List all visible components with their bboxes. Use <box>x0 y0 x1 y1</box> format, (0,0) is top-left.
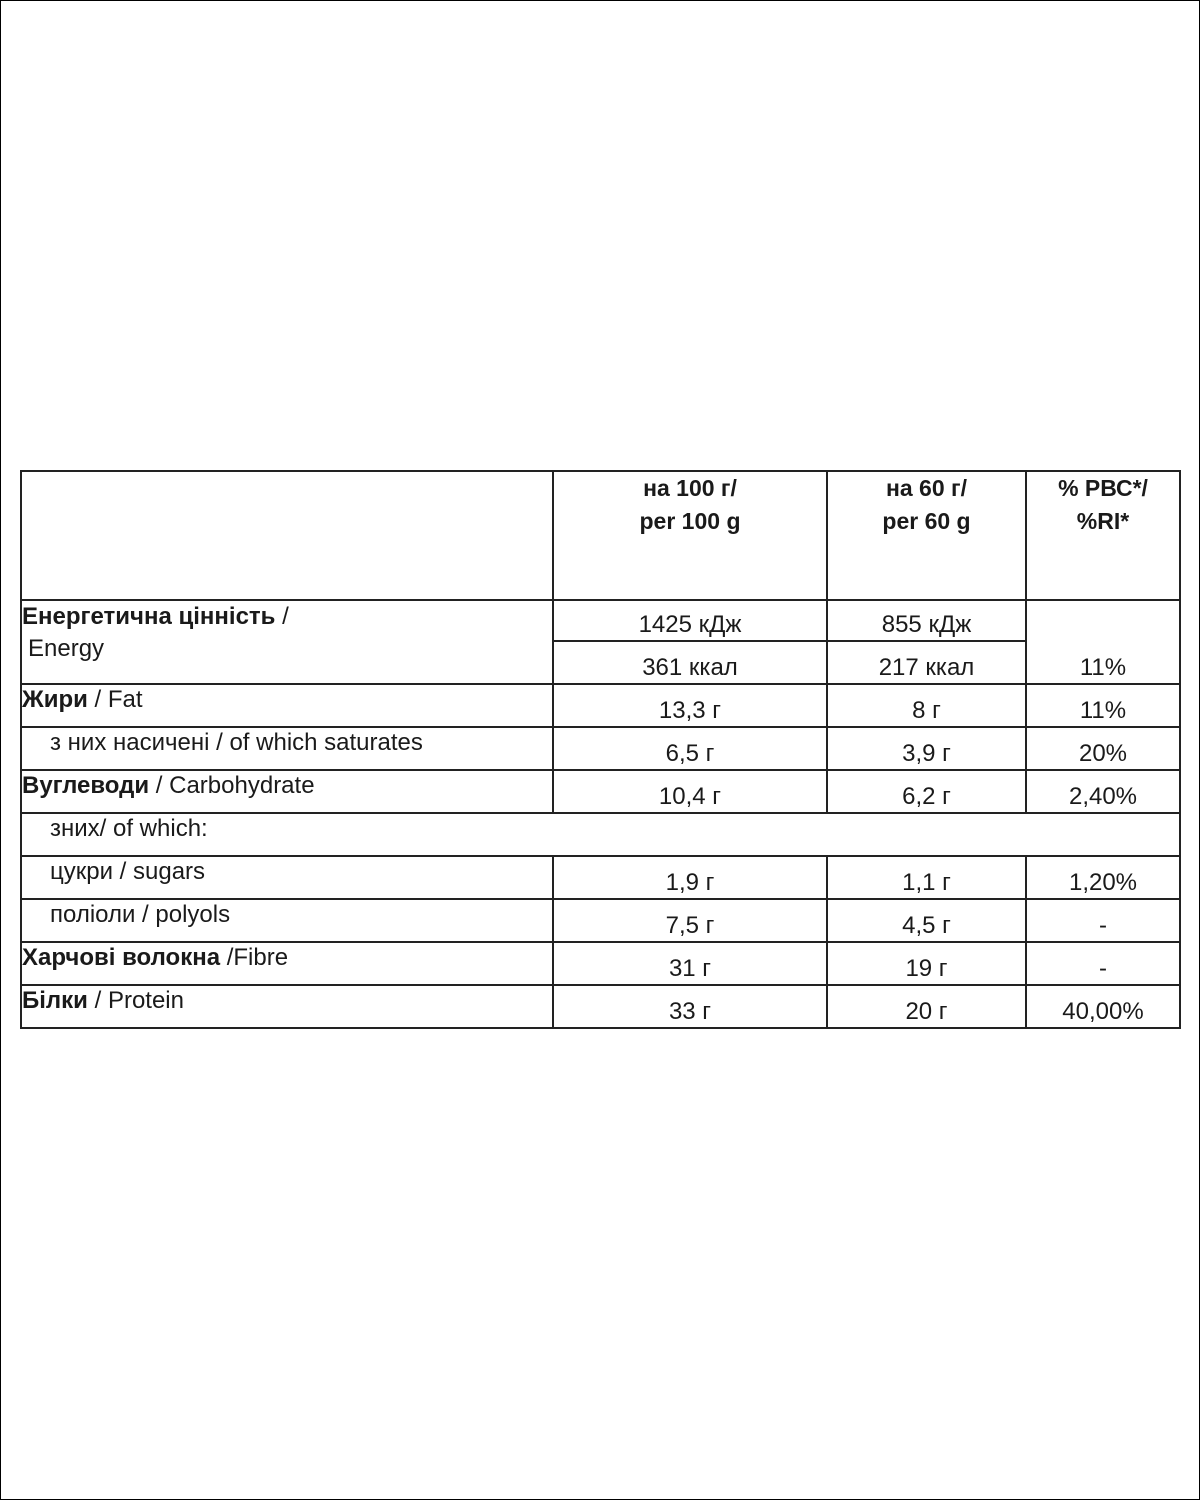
energy-kj-per-60: 855 кДж <box>827 600 1026 641</box>
header-per-100-en: per 100 g <box>639 508 741 534</box>
fibre-label <box>21 942 553 985</box>
fat-row <box>21 684 1180 727</box>
fibre-per-60: 19 г <box>827 942 1026 985</box>
saturates-per-100: 6,5 г <box>553 727 827 770</box>
polyols-per-100: 7,5 г <box>553 899 827 942</box>
header-ri <box>1026 471 1180 600</box>
energy-label-ua: Енергетична цінність <box>22 603 276 630</box>
carbohydrate-label-en: / Carbohydrate <box>149 772 315 799</box>
energy-label-sep: / <box>275 603 289 630</box>
header-per-60-ua: на 60 г/ <box>885 475 968 501</box>
energy-label-en: Energy <box>28 635 105 662</box>
of-which-row <box>21 813 1180 856</box>
protein-ri: 40,00% <box>1026 985 1180 1028</box>
sugars-row <box>21 856 1180 899</box>
carbohydrate-per-60: 6,2 г <box>827 770 1026 813</box>
polyols-per-60: 4,5 г <box>827 899 1026 942</box>
of-which-label: зних/ of which: <box>21 813 1180 856</box>
fibre-label-en: /Fibre <box>220 944 289 971</box>
header-empty-cell <box>21 471 553 600</box>
header-per-100 <box>553 471 827 600</box>
energy-ri: 11% <box>1026 600 1180 684</box>
protein-label-ua: Білки <box>22 987 88 1014</box>
header-ri-ua: % РВС*/ <box>1058 475 1148 501</box>
header-per-60-en: per 60 g <box>882 508 971 534</box>
fibre-label-ua: Харчові волокна <box>22 944 221 971</box>
saturates-row <box>21 727 1180 770</box>
energy-kcal-per-60: 217 ккал <box>827 641 1026 684</box>
fat-label <box>21 684 553 727</box>
fat-per-60: 8 г <box>827 684 1026 727</box>
header-per-100-ua: на 100 г/ <box>643 475 737 501</box>
header-ri-en: %RI* <box>1076 508 1130 534</box>
polyols-label: поліоли / polyols <box>21 899 553 942</box>
protein-label <box>21 985 553 1028</box>
polyols-row <box>21 899 1180 942</box>
fibre-per-100: 31 г <box>553 942 827 985</box>
carbohydrate-per-100: 10,4 г <box>553 770 827 813</box>
fat-per-100: 13,3 г <box>553 684 827 727</box>
polyols-ri: - <box>1026 899 1180 942</box>
nutrition-table <box>20 470 1181 1029</box>
saturates-label: з них насичені / of which saturates <box>21 727 553 770</box>
protein-per-60: 20 г <box>827 985 1026 1028</box>
saturates-ri: 20% <box>1026 727 1180 770</box>
fibre-ri: - <box>1026 942 1180 985</box>
saturates-per-60: 3,9 г <box>827 727 1026 770</box>
sugars-label: цукри / sugars <box>21 856 553 899</box>
protein-per-100: 33 г <box>553 985 827 1028</box>
carbohydrate-label-ua: Вуглеводи <box>22 772 150 799</box>
energy-kj-per-100: 1425 кДж <box>553 600 827 641</box>
carbohydrate-row <box>21 770 1180 813</box>
fibre-row <box>21 942 1180 985</box>
header-row <box>21 471 1180 600</box>
energy-kcal-per-100: 361 ккал <box>553 641 827 684</box>
protein-row <box>21 985 1180 1028</box>
energy-kj-row <box>21 600 1180 641</box>
sugars-per-60: 1,1 г <box>827 856 1026 899</box>
protein-label-en: / Protein <box>87 987 184 1014</box>
sugars-ri: 1,20% <box>1026 856 1180 899</box>
fat-label-en: / Fat <box>87 686 143 713</box>
sugars-per-100: 1,9 г <box>553 856 827 899</box>
fat-label-ua: Жири <box>22 686 88 713</box>
fat-ri: 11% <box>1026 684 1180 727</box>
carbohydrate-label <box>21 770 553 813</box>
header-per-60 <box>827 471 1026 600</box>
energy-label <box>21 600 553 684</box>
carbohydrate-ri: 2,40% <box>1026 770 1180 813</box>
